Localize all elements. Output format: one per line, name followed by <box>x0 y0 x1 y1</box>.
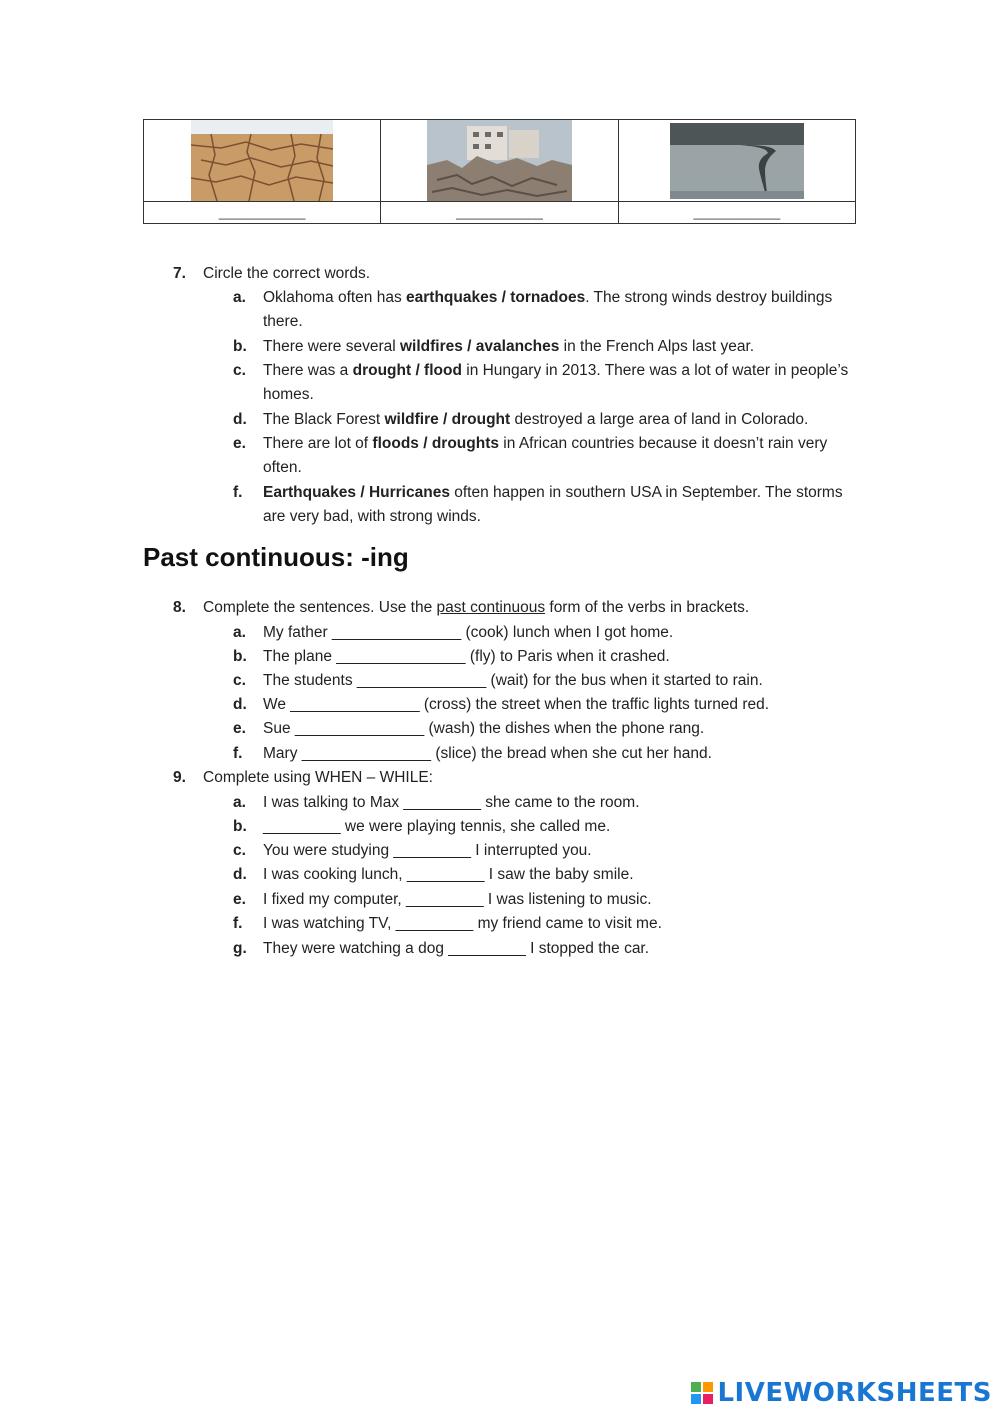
item-letter: f. <box>233 745 243 762</box>
image-table <box>143 119 856 224</box>
text-segment: There were several <box>263 338 400 355</box>
text-segment: Oklahoma often has <box>263 289 407 306</box>
image-cell-earthquake <box>381 120 618 202</box>
item-letter: e. <box>233 891 246 908</box>
bold-choice[interactable]: wildfires / avalanches <box>399 338 560 355</box>
drought-image <box>191 120 333 201</box>
item-letter: g. <box>233 940 247 957</box>
image-cell-drought <box>144 120 381 202</box>
item-letter: b. <box>233 818 247 835</box>
item-letter: f. <box>233 915 243 932</box>
text-segment: There was a <box>263 362 353 379</box>
question-number: 9. <box>173 769 186 786</box>
item-letter: d. <box>233 411 247 428</box>
text-segment: in African countries because it doesn’t rain very often. <box>263 435 828 477</box>
item-text: _________ we were playing tennis, she called me. <box>263 818 611 835</box>
item-letter: a. <box>233 289 246 306</box>
earthquake-image <box>427 120 572 201</box>
item-letter: d. <box>233 696 247 713</box>
underlined-text: past continuous <box>436 599 546 616</box>
item-text <box>263 408 863 432</box>
answer-blank-1[interactable]: ____________ <box>144 202 381 224</box>
item-letter: a. <box>233 794 246 811</box>
item-text: They were watching a dog _________ I stopped the car. <box>263 940 650 957</box>
item-text: I was watching TV, _________ my friend came to visit me. <box>263 915 662 932</box>
section-title: Past continuous: -ing <box>143 542 409 572</box>
item-text: Sue _______________ (wash) the dishes when the phone rang. <box>263 720 705 737</box>
text-segment: destroyed a large area of land in Colorado. <box>510 411 809 428</box>
item-text: You were studying _________ I interrupted you. <box>263 842 592 859</box>
question-instruction: Circle the correct words. <box>203 265 371 282</box>
text-segment: in the French Alps last year. <box>559 338 755 355</box>
item-text: The students _______________ (wait) for the bus when it started to rain. <box>263 672 763 689</box>
item-text: I fixed my computer, _________ I was listening to music. <box>263 891 652 908</box>
bold-choice[interactable]: drought / flood <box>352 362 462 379</box>
logo-text: LIVEWORKSHEETS <box>717 1378 992 1408</box>
text-segment: There are lot of <box>263 435 373 452</box>
question-number: 7. <box>173 265 186 282</box>
item-text: We _______________ (cross) the street when the traffic lights turned red. <box>263 696 770 713</box>
text-segment: often happen in southern USA in September. The storms are very bad, with strong winds. <box>263 484 843 526</box>
bold-choice[interactable]: wildfire / drought <box>384 411 511 428</box>
item-letter: c. <box>233 362 246 379</box>
answer-blank-2[interactable]: ____________ <box>381 202 618 224</box>
image-cell-tornado <box>618 120 855 202</box>
tornado-image <box>670 123 804 199</box>
logo-icon <box>691 1382 713 1404</box>
bold-choice[interactable]: Earthquakes / Hurricanes <box>263 484 450 501</box>
question-instruction <box>203 596 749 620</box>
item-letter: f. <box>233 484 243 501</box>
item-letter: c. <box>233 672 246 689</box>
item-letter: d. <box>233 866 247 883</box>
item-letter: e. <box>233 435 246 452</box>
item-letter: a. <box>233 624 246 641</box>
bold-choice[interactable]: earthquakes / tornadoes <box>406 289 586 306</box>
text-segment: Complete the sentences. Use the <box>203 599 437 616</box>
text-segment: in Hungary in 2013. There was a lot of water in people’s homes. <box>263 362 849 404</box>
item-letter: e. <box>233 720 246 737</box>
item-letter: b. <box>233 338 247 355</box>
item-text: The plane _______________ (fly) to Paris when it crashed. <box>263 648 670 665</box>
item-text: Mary _______________ (slice) the bread when she cut her hand. <box>263 745 712 762</box>
item-text <box>263 359 863 408</box>
bold-choice[interactable]: floods / droughts <box>372 435 499 452</box>
item-text: My father _______________ (cook) lunch when I got home. <box>263 624 674 641</box>
text-segment: form of the verbs in brackets. <box>545 599 750 616</box>
item-letter: c. <box>233 842 246 859</box>
item-text: I was cooking lunch, _________ I saw the baby smile. <box>263 866 634 883</box>
image-row <box>144 120 856 202</box>
text-segment: The Black Forest <box>263 411 385 428</box>
answer-blank-3[interactable]: ____________ <box>618 202 855 224</box>
item-text <box>263 432 863 481</box>
item-letter: b. <box>233 648 247 665</box>
liveworksheets-logo <box>691 1379 992 1407</box>
item-text: I was talking to Max _________ she came to the room. <box>263 794 640 811</box>
text-segment: . The strong winds destroy buildings there. <box>263 289 833 331</box>
question-instruction: Complete using WHEN – WHILE: <box>203 769 433 786</box>
item-text <box>263 481 863 530</box>
answer-row <box>144 202 856 224</box>
item-text <box>263 335 863 359</box>
question-number: 8. <box>173 599 186 616</box>
item-text <box>263 286 863 335</box>
